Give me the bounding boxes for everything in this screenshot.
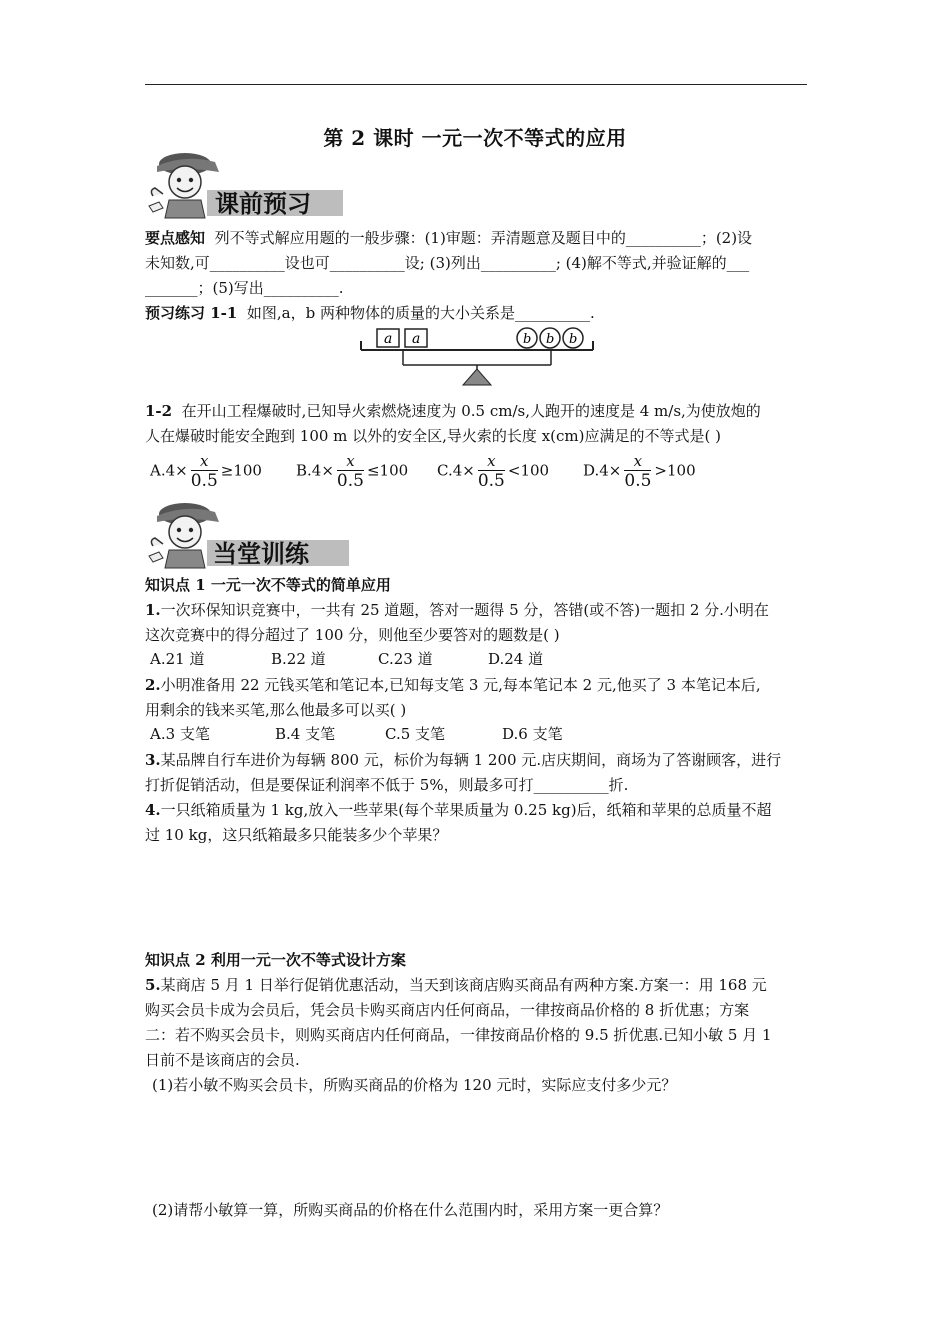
fraction: $\frac{x}{0.5}$ xyxy=(477,452,505,491)
q1-2-option-c[interactable]: C.4× $\frac{x}{0.5}$ <100 xyxy=(437,452,550,491)
q1-option-c[interactable]: C.23 道 xyxy=(378,650,433,668)
q1-2-option-d[interactable]: D.4× $\frac{x}{0.5}$ >100 xyxy=(583,452,696,491)
q1-2-option-b[interactable]: B.4× $\frac{x}{0.5}$ ≤100 xyxy=(296,452,409,491)
q1-2-option-a[interactable]: A.4× $\frac{x}{0.5}$ ≥100 xyxy=(150,452,262,491)
knowledge-point-2-heading: 知识点 2 利用一元一次不等式设计方案 xyxy=(145,951,406,969)
weight-b-1 xyxy=(517,328,537,348)
svg-text:a: a xyxy=(412,331,421,347)
q5-line3: 二：若不购买会员卡，则购买商店内任何商品，一律按商品价格的 9.5 折优惠.已知小敏 5 月 1 xyxy=(145,1026,772,1044)
q2-option-a[interactable]: A.3 支笔 xyxy=(150,725,210,743)
key-points-line2: 未知数,可__________设也可__________设; (3)列出__________; (4)解不等式,并验证解的___ xyxy=(145,254,750,272)
key-points-line3: _______；(5)写出__________. xyxy=(145,279,344,297)
key-points-label: 要点感知 xyxy=(145,229,206,247)
q2-option-c[interactable]: C.5 支笔 xyxy=(385,725,446,743)
q1-line2: 这次竞赛中的得分超过了 100 分，则他至少要答对的题数是( ) xyxy=(145,626,560,644)
svg-text:b: b xyxy=(546,332,555,347)
balance-diagram xyxy=(355,323,600,389)
q3-line1: 3.某品牌自行车进价为每辆 800 元，标价为每辆 1 200 元.店庆期间，商场为了答谢顾客，进行 xyxy=(145,751,782,769)
q1-2-label: 1-2 xyxy=(145,402,173,420)
q3-line2: 打折促销活动，但是要保证利润率不低于 5%，则最多可打__________折. xyxy=(145,776,629,794)
preview-1-1: 预习练习 1-1 如图,a，b 两种物体的质量的大小关系是__________. xyxy=(145,304,595,322)
fraction: $\frac{x}{0.5}$ xyxy=(336,452,364,491)
preview-1-1-label: 预习练习 1-1 xyxy=(145,304,238,322)
q2-option-d[interactable]: D.6 支笔 xyxy=(502,725,563,743)
svg-text:b: b xyxy=(523,332,532,347)
key-points-line1: 要点感知 列不等式解应用题的一般步骤：(1)审题：弄清题意及题目中的__________；(2)设 xyxy=(145,229,753,247)
fraction: $\frac{x}{0.5}$ xyxy=(624,452,652,491)
preview-banner xyxy=(145,150,345,220)
q1-option-b[interactable]: B.22 道 xyxy=(271,650,326,668)
svg-text:a: a xyxy=(384,331,393,347)
class-training-banner xyxy=(145,500,355,570)
q2-line2: 用剩余的钱来买笔,那么他最多可以买( ) xyxy=(145,701,407,719)
q5-line1: 5.某商店 5 月 1 日举行促销优惠活动，当天到该商店购买商品有两种方案.方案一：用 168 元 xyxy=(145,976,767,994)
fraction: $\frac{x}{0.5}$ xyxy=(190,452,218,491)
header-rule xyxy=(145,84,807,85)
q1-2-line1: 1-2 在开山工程爆破时,已知导火索燃烧速度为 0.5 cm/s,人跑开的速度是 4 m/s,为使放炮的 xyxy=(145,402,761,420)
weight-b-3 xyxy=(563,328,583,348)
weight-a-2 xyxy=(405,329,427,347)
q1-line1: 1.一次环保知识竞赛中，一共有 25 道题，答对一题得 5 分，答错(或不答)一题扣 2 分.小明在 xyxy=(145,601,769,619)
weight-a-1 xyxy=(377,329,399,347)
q5-line4: 日前不是该商店的会员. xyxy=(145,1051,300,1069)
q2-line1: 2.小明准备用 22 元钱买笔和笔记本,已知每支笔 3 元,每本笔记本 2 元,他买了 3 本笔记本后, xyxy=(145,676,761,694)
banner-text: 课前预习 xyxy=(215,190,311,218)
q4-line1: 4.一只纸箱质量为 1 kg,放入一些苹果(每个苹果质量为 0.25 kg)后，纸箱和苹果的总质量不超 xyxy=(145,801,772,819)
q1-option-d[interactable]: D.24 道 xyxy=(488,650,544,668)
lesson-title: 第 2 课时 一元一次不等式的应用 xyxy=(323,126,627,150)
q1-option-a[interactable]: A.21 道 xyxy=(150,650,205,668)
q5-sub-question-1: (1)若小敏不购买会员卡，所购买商品的价格为 120 元时，实际应支付多少元？ xyxy=(152,1076,677,1094)
weight-b-2 xyxy=(540,328,560,348)
q5-sub-question-2: (2)请帮小敏算一算，所购买商品的价格在什么范围内时，采用方案一更合算？ xyxy=(152,1201,669,1219)
q4-line2: 过 10 kg，这只纸箱最多只能装多少个苹果？ xyxy=(145,826,448,844)
svg-text:b: b xyxy=(569,332,578,347)
fulcrum-triangle xyxy=(463,369,491,385)
q5-line2: 购买会员卡成为会员后，凭会员卡购买商店内任何商品，一律按商品价格的 8 折优惠；方案 xyxy=(145,1001,750,1019)
knowledge-point-1-heading: 知识点 1 一元一次不等式的简单应用 xyxy=(145,576,391,594)
q2-option-b[interactable]: B.4 支笔 xyxy=(275,725,336,743)
banner-text: 当堂训练 xyxy=(213,540,309,568)
q1-2-line2: 人在爆破时能安全跑到 100 m 以外的安全区,导火索的长度 x(cm)应满足的不等式是( ) xyxy=(145,427,721,445)
